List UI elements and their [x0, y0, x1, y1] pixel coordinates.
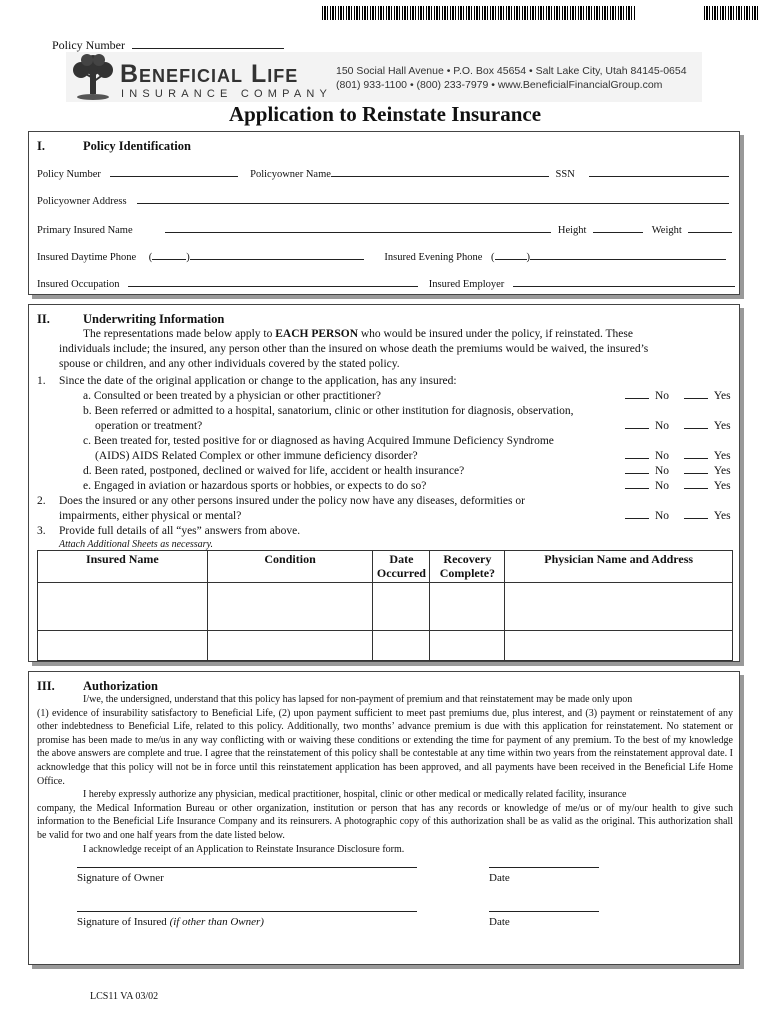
top-policy-number — [52, 38, 284, 53]
no-label: No — [655, 510, 670, 522]
owner-signature-line[interactable] — [77, 867, 417, 868]
no-label: No — [655, 480, 670, 492]
yes-label: Yes — [713, 465, 731, 477]
auth-p2-rest: company, the Medical Information Bureau or other organization, institution or person that has any records or knowledge of me/us or of my/our health to give such information to the Beneficial Life Insurance Company and its reinsurers. A photographic copy of this authorization shall be as valid as the original. This authorization shall be valid for two and one half years from the date listed below. — [37, 802, 733, 841]
col-physician: Physician Name and Address — [505, 551, 733, 583]
ssn-label: SSN — [555, 169, 575, 180]
weight-label: Weight — [651, 225, 682, 236]
row-address — [37, 194, 729, 207]
policyowner-address-label: Policyowner Address — [37, 196, 127, 207]
q1d-text: d. Been rated, postponed, declined or waived for life, accident or health insurance? — [83, 465, 465, 477]
company-name: Beneficial Life — [120, 60, 299, 88]
policy-number-field[interactable] — [110, 167, 238, 177]
primary-insured-name-label: Primary Insured Name — [37, 225, 133, 236]
section-number: II. — [37, 312, 50, 326]
q2-answers — [625, 510, 731, 522]
top-policy-number-label: Policy Number — [52, 38, 125, 52]
auth-p2-line1: I hereby expressly authorize any physician, medical practitioner, hospital, clinic or other medical or medically related facility, insurance — [83, 789, 627, 801]
row-occupation — [37, 277, 735, 290]
date-header-1: Date — [389, 552, 414, 566]
employer-field[interactable] — [513, 277, 735, 287]
q1c-yes-box[interactable] — [684, 450, 708, 459]
intro-suffix: who would be insured under the policy, if reinstated. These — [358, 328, 633, 340]
details-table — [37, 550, 733, 661]
policy-number-label: Policy Number — [37, 169, 101, 180]
section-policy-identification — [28, 131, 740, 295]
q1a-yes-box[interactable] — [684, 390, 708, 399]
q3-text: Provide full details of all “yes” answers from above. — [59, 525, 301, 537]
q1a-answers — [625, 390, 731, 402]
company-address: 150 Social Hall Avenue • P.O. Box 45654 • Salt Lake City, Utah 84145-0654 — [336, 65, 687, 77]
insured-signature-line[interactable] — [77, 911, 417, 912]
yes-label: Yes — [713, 450, 731, 462]
daytime-phone-field[interactable] — [190, 250, 364, 260]
q1e-no-box[interactable] — [625, 480, 649, 489]
q1e-answers — [625, 480, 731, 492]
insured-date-line[interactable] — [489, 911, 599, 912]
q1b-text-1: b. Been referred or admitted to a hospital, sanatorium, clinic or other institution for diagnosis, observation, — [83, 405, 574, 417]
table-cell[interactable] — [38, 631, 208, 661]
q1c-no-box[interactable] — [625, 450, 649, 459]
section-underwriting — [28, 304, 740, 662]
employer-label: Insured Employer — [428, 279, 505, 290]
q2-text-1: Does the insured or any other persons insured under the policy now have any diseases, deformities or — [59, 495, 525, 507]
primary-insured-name-field[interactable] — [165, 223, 551, 233]
intro-bold: EACH PERSON — [275, 328, 358, 340]
no-label: No — [655, 390, 670, 402]
company-subtitle: INSURANCE COMPANY — [121, 88, 333, 100]
q1b-answers — [625, 420, 731, 432]
section-number: III. — [37, 679, 55, 693]
section-title: Underwriting Information — [83, 312, 225, 326]
q1a-no-box[interactable] — [625, 390, 649, 399]
auth-p1-line1: I/we, the undersigned, understand that this policy has lapsed for non-payment of premium and that reinstatement may be made only upon — [83, 694, 633, 705]
owner-date-line[interactable] — [489, 867, 599, 868]
q1a-text: a. Consulted or been treated by a physician or other practitioner? — [83, 390, 381, 402]
page-title: Application to Reinstate Insurance — [228, 102, 542, 126]
table-cell[interactable] — [430, 583, 505, 631]
col-condition: Condition — [207, 551, 373, 583]
q2-number: 2. — [37, 495, 46, 507]
form-code: LCS11 VA 03/02 — [90, 991, 159, 1002]
table-cell[interactable] — [430, 631, 505, 661]
section-number: I. — [37, 139, 45, 153]
yes-label: Yes — [713, 420, 731, 432]
recovery-header-2: Complete? — [439, 566, 496, 580]
yes-label: Yes — [713, 390, 731, 402]
ssn-field[interactable] — [589, 167, 729, 177]
auth-p1-rest: (1) evidence of insurability satisfactory to Beneficial Life, (2) upon payment sufficient to meet past premiums due, plus interest, and (3) payment or reinstatement of any other indebtedness to Beneficial Life, related to this policy. Additionally, two months’ advance premium is due with this application for reinstatement. No statement or promise has been made to me/us in any way conflicting with or waiving these conditions or extending the time for payment of any premium. To the best of my knowledge the above answers are complete and true. I agree that the reinstatement of this policy shall be contestable at any time within two years from the reinstatement approval date. I acknowledge that this policy will not be in force until this reinstatement application has been approved, and all payments have been received in the Beneficial Life Home Office. — [37, 707, 733, 787]
table-cell[interactable] — [38, 583, 208, 631]
evening-area-code-field[interactable] — [495, 250, 527, 260]
table-cell[interactable] — [207, 583, 373, 631]
intro-line-2: individuals include; the insured, any person other than the insured on whose death the premiums would be waived, the insured’s — [59, 343, 649, 355]
company-logo — [66, 52, 702, 102]
section-title: Policy Identification — [83, 139, 191, 153]
no-label: No — [655, 465, 670, 477]
table-row — [38, 583, 733, 631]
occupation-field[interactable] — [128, 277, 418, 287]
q1e-text: e. Engaged in aviation or hazardous sports or hobbies, or expects to do so? — [83, 480, 427, 492]
section-authorization — [28, 671, 740, 965]
q1c-text-1: c. Been treated for, tested positive for or diagnosed as having Acquired Immune Deficiency Syndrome — [83, 435, 554, 447]
col-date-occurred — [373, 551, 430, 583]
owner-date-label: Date — [489, 872, 510, 884]
table-row — [38, 631, 733, 661]
row-phones: Insured Daytime Phone ( ) Insured Evening Phone ( ) — [37, 250, 726, 263]
recovery-header-1: Recovery — [443, 552, 492, 566]
policyowner-name-label: Policyowner Name — [250, 169, 331, 180]
q2-yes-box[interactable] — [684, 510, 708, 519]
insured-signature-text: Signature of Insured — [77, 916, 167, 928]
q1e-yes-box[interactable] — [684, 480, 708, 489]
height-field[interactable] — [593, 223, 643, 233]
top-policy-number-field[interactable] — [132, 39, 284, 49]
owner-signature-label: Signature of Owner — [77, 872, 164, 884]
intro-prefix: The representations made below apply to — [83, 328, 276, 340]
insured-date-label: Date — [489, 916, 510, 928]
table-header-row — [38, 551, 733, 583]
section-title: Authorization — [83, 679, 158, 693]
row-primary-insured — [37, 223, 732, 236]
q1d-no-box[interactable] — [625, 465, 649, 474]
date-header-2: Occurred — [376, 566, 426, 580]
daytime-phone-label: Insured Daytime Phone — [37, 252, 137, 263]
no-label: No — [655, 450, 670, 462]
row-policy-owner — [37, 167, 729, 180]
table-cell[interactable] — [373, 583, 430, 631]
q1b-no-box[interactable] — [625, 420, 649, 429]
q1d-answers — [625, 465, 731, 477]
table-cell[interactable] — [373, 631, 430, 661]
q2-no-box[interactable] — [625, 510, 649, 519]
q1c-answers — [625, 450, 731, 462]
q1b-yes-box[interactable] — [684, 420, 708, 429]
weight-field[interactable] — [688, 223, 732, 233]
q1-number: 1. — [37, 375, 46, 387]
table-cell[interactable] — [207, 631, 373, 661]
auth-p3: I acknowledge receipt of an Application to Reinstate Insurance Disclosure form. — [83, 843, 405, 855]
q1c-text-2: (AIDS) AIDS Related Complex or other immune deficiency disorder? — [95, 450, 418, 462]
no-label: No — [655, 420, 670, 432]
evening-phone-field[interactable] — [530, 250, 726, 260]
yes-label: Yes — [713, 510, 731, 522]
q1-text: Since the date of the original application or change to the application, has any insured: — [59, 375, 457, 387]
table-cell[interactable] — [505, 631, 733, 661]
daytime-area-code-field[interactable] — [152, 250, 186, 260]
intro-line-1 — [83, 328, 633, 340]
barcode — [322, 6, 636, 20]
intro-line-3: spouse or children, and any other individuals covered by the stated policy. — [59, 358, 400, 370]
insured-signature-note: (if other than Owner) — [169, 916, 264, 928]
insured-signature-label — [77, 916, 264, 928]
policyowner-name-field[interactable] — [331, 167, 549, 177]
table-cell[interactable] — [505, 583, 733, 631]
policyowner-address-field[interactable] — [137, 194, 729, 204]
occupation-label: Insured Occupation — [37, 279, 120, 290]
q2-text-2: impairments, either physical or mental? — [59, 510, 242, 522]
evening-phone-label: Insured Evening Phone — [384, 252, 483, 263]
height-label: Height — [557, 225, 587, 236]
yes-label: Yes — [713, 480, 731, 492]
attach-note: Attach Additional Sheets as necessary. — [59, 539, 213, 550]
col-insured-name: Insured Name — [38, 551, 208, 583]
barcode-small — [704, 6, 760, 20]
q1d-yes-box[interactable] — [684, 465, 708, 474]
q3-number: 3. — [37, 525, 46, 537]
authorization-text — [37, 693, 733, 856]
col-recovery — [430, 551, 505, 583]
tree-icon — [68, 52, 118, 102]
q1b-text-2: operation or treatment? — [95, 420, 203, 432]
company-contact: (801) 933-1100 • (800) 233-7979 • www.BeneficialFinancialGroup.com — [336, 79, 663, 91]
